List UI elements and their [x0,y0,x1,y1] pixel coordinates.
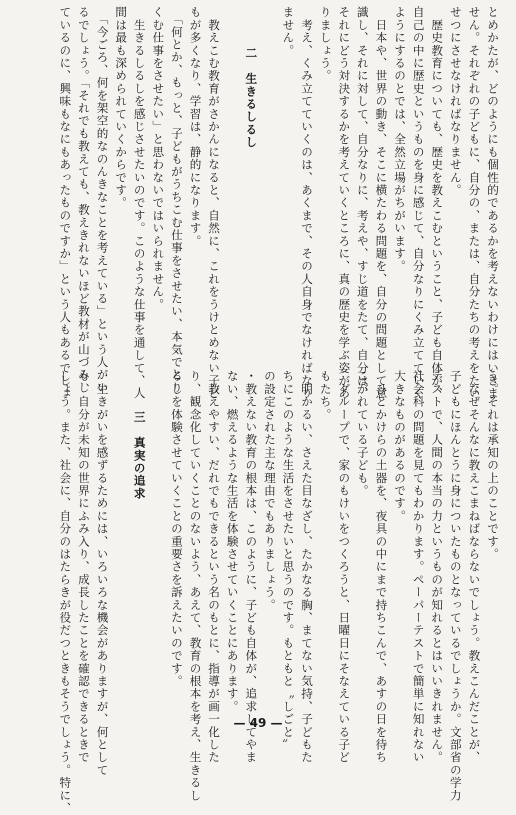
text-line: 考え、くみ立てていくのは、あくまで、その人自身でなければなり [300,6,315,400]
text-line: せつにさせなければなりません。 [448,6,463,197]
text-line: とめかたが、どのようにも個性的であるかを考えないわけにはいきま [486,6,500,400]
text-line: せん。それぞれの子どもに、自分の、または、自分たちの考えをたい [467,6,482,400]
text-line: 日本や、世界の動き、そこに横たわる問題を、自分の問題として意 [374,6,389,400]
text-line: り、観念化していくことのないよう、あえて、教育の根本を考え、生きるし [188,370,203,802]
text-line: ない、燃えるような生活を体験させていくことにあります。 [225,370,240,713]
text-line: 大きなものがあるのです。 [393,370,408,523]
text-line: 教えやすい、だれでもできるという名のもとに、指導が画一化した [207,370,222,764]
text-line: ているのに、興味もなにもあったものですか」という人もあるでしょ [58,6,73,400]
section-heading: 二 生きるしるし [244,46,259,149]
text-line: 生きるしるしを感じさせたいのです。このような仕事を通して、人 [132,6,147,400]
text-line [149,370,168,692]
text-line: なぜそんなに教えこまねばならないでしょう。教えこんだことが、 [467,370,482,764]
text-line: の設定された主な理由でもありましょう。 [262,370,277,612]
text-line: 生きがいを感ずるためには、いろいろな機会がありますが、何として [95,370,110,777]
text-line: も、自分が未知の世界にふみ入り、成長したことを確認できるときで [76,370,91,764]
text-line: りましょう。 [318,6,333,83]
text-line: もたち。 [318,370,333,421]
text-line [223,6,242,328]
text-line: 「今ごろ、何を架空的なのんきなことを考えている」という人がい [95,6,110,394]
text-line: ひとかけらの土器を、夜具の中にまで持ちこんで、あすの日を待ち [374,370,389,764]
text-line: 歴史教育についても、歴史を教えこむということ、子ども自体が、 [430,6,445,400]
text-line: グループで、家のもけいをつくろうと、日曜日にそなえている子ど [337,370,352,764]
text-line: るでしょう。「それでも教えても、教えきれないほど教材が山づみし [76,6,91,394]
text-line: それにどう対決するかを考えていくところに、真の歴史を学ぶ姿があ [337,6,352,400]
text-line: るしを体験させていくことの重要さを訴えたいのです。 [169,370,184,688]
text-line: もが多くなり、学習は、静的になります。 [188,6,203,248]
section-heading: 三 真実の追求 [132,410,147,500]
page-number: — 49 — [233,716,283,730]
text-line: くむ仕事をさせたい」と思わないではいられません。 [151,6,166,311]
text-line [260,6,279,328]
text-line: こがれている子ども。 [355,370,370,497]
text-line: 社会科の問題を見てもわかります。ペーパーテストで簡単に知れない [411,370,426,764]
text-line: 教えこむ教育がさかんになると、自然に、これをうけとめない子ど [207,6,222,400]
text-line [112,370,131,692]
text-line: 子どもにほんとうに身についたものとなっているでしょうか。文部省の学力 [448,370,463,802]
text-line: ・教えない教育の根本は、このように、子ども自体が、追求してやま [244,370,259,764]
text-line: ません。 [281,6,296,57]
text-line: ちにこのような生活をさせたいと思うのです。もともと〝しごと〟 [281,370,296,751]
text-line: しょう。また、社会に、自分のはたらきが役だつときもそうでしょう。特に、 [58,370,73,815]
text-line: 「何とか、もっと、子どもがうちこむ仕事をさせたい、本気でとり [169,6,184,394]
text-line: 識し、それに対して、自分なりに、考えや、すじ道をたて、自分は、 [355,6,370,400]
text-line: テストで、人間の本当の力というものが知れるとはいいきれません。 [430,370,445,764]
text-line: 間は最も深められていくからです。 [114,6,129,210]
text-line: 自己の中に歴史というものを身に感じて、自分なりにくみ立てていく [411,6,426,400]
text-line: ようにするのとでは、全然立場がちがいます。 [393,6,408,273]
text-line: 明かるい、さえた目なざし、たかなる胸、まてない気持、子どもた [300,370,315,764]
text-line: う。それは承知の上のことです。 [486,370,500,561]
